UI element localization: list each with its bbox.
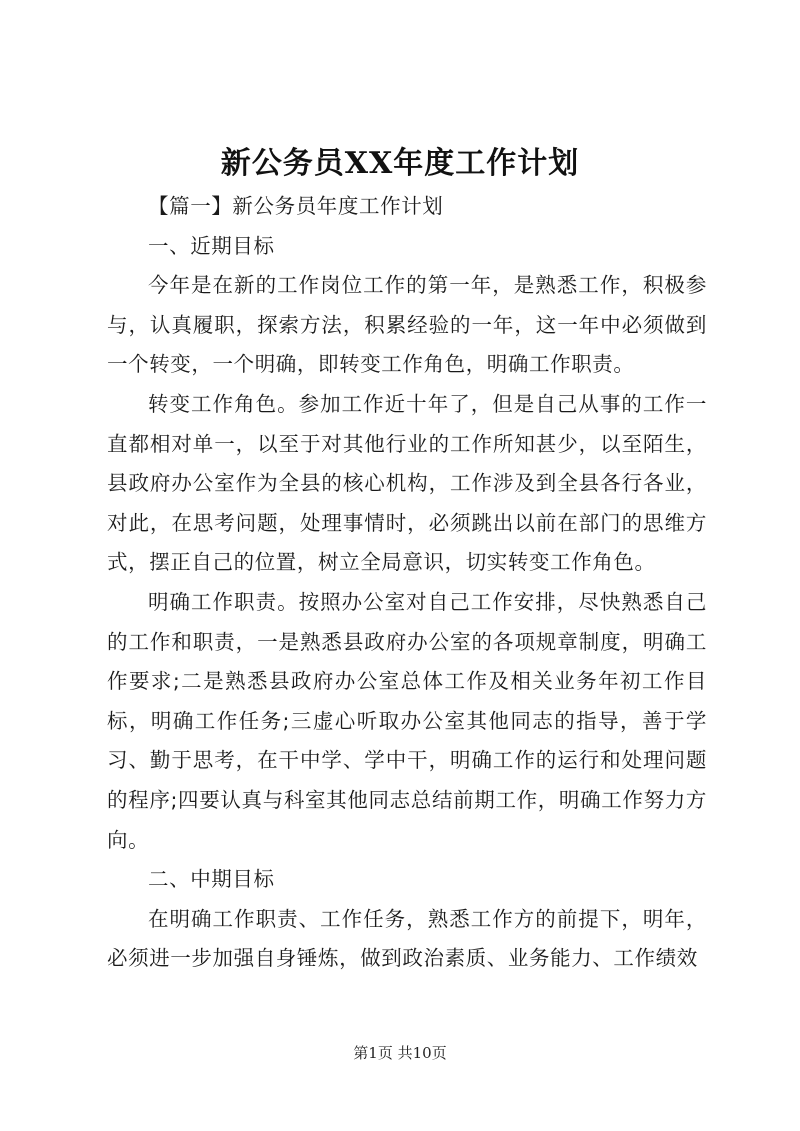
document-body	[107, 187, 707, 979]
body-paragraph: 在明确工作职责、工作任务，熟悉工作方的前提下，明年，必须进一步加强自身锤炼，做到政治素质、业务能力、工作绩效	[107, 906, 707, 971]
body-paragraph: 转变工作角色。参加工作近十年了，但是自己从事的工作一直都相对单一，以至于对其他行业的工作所知甚少，以至陌生，县政府办公室作为全县的核心机构，工作涉及到全县各行各业，对此，在思考问题，处理事情时，必须跳出以前在部门的思维方式，摆正自己的位置，树立全局意识，切实转变工作角色。	[107, 391, 707, 575]
page-footer: 第1页 共10页	[353, 1044, 447, 1062]
document-title: 新公务员XX年度工作计划	[220, 146, 580, 181]
section-heading: 【篇一】新公务员年度工作计划	[148, 194, 444, 218]
body-paragraph: 今年是在新的工作岗位工作的第一年，是熟悉工作，积极参与，认真履职，探索方法，积累经验的一年，这一年中必须做到一个转变，一个明确，即转变工作角色，明确工作职责。	[107, 273, 707, 377]
body-paragraph: 明确工作职责。按照办公室对自己工作安排，尽快熟悉自己的工作和职责，一是熟悉县政府办公室的各项规章制度，明确工作要求;二是熟悉县政府办公室总体工作及相关业务年初工作目标，明确工作任务;三虚心听取办公室其他同志的指导，善于学习、勤于思考，在干中学、学中干，明确工作的运行和处理问题的程序;四要认真与科室其他同志总结前期工作，明确工作努力方向。	[107, 589, 707, 852]
subsection-heading: 一、近期目标	[148, 233, 275, 258]
subsection-heading: 二、中期目标	[148, 867, 275, 892]
